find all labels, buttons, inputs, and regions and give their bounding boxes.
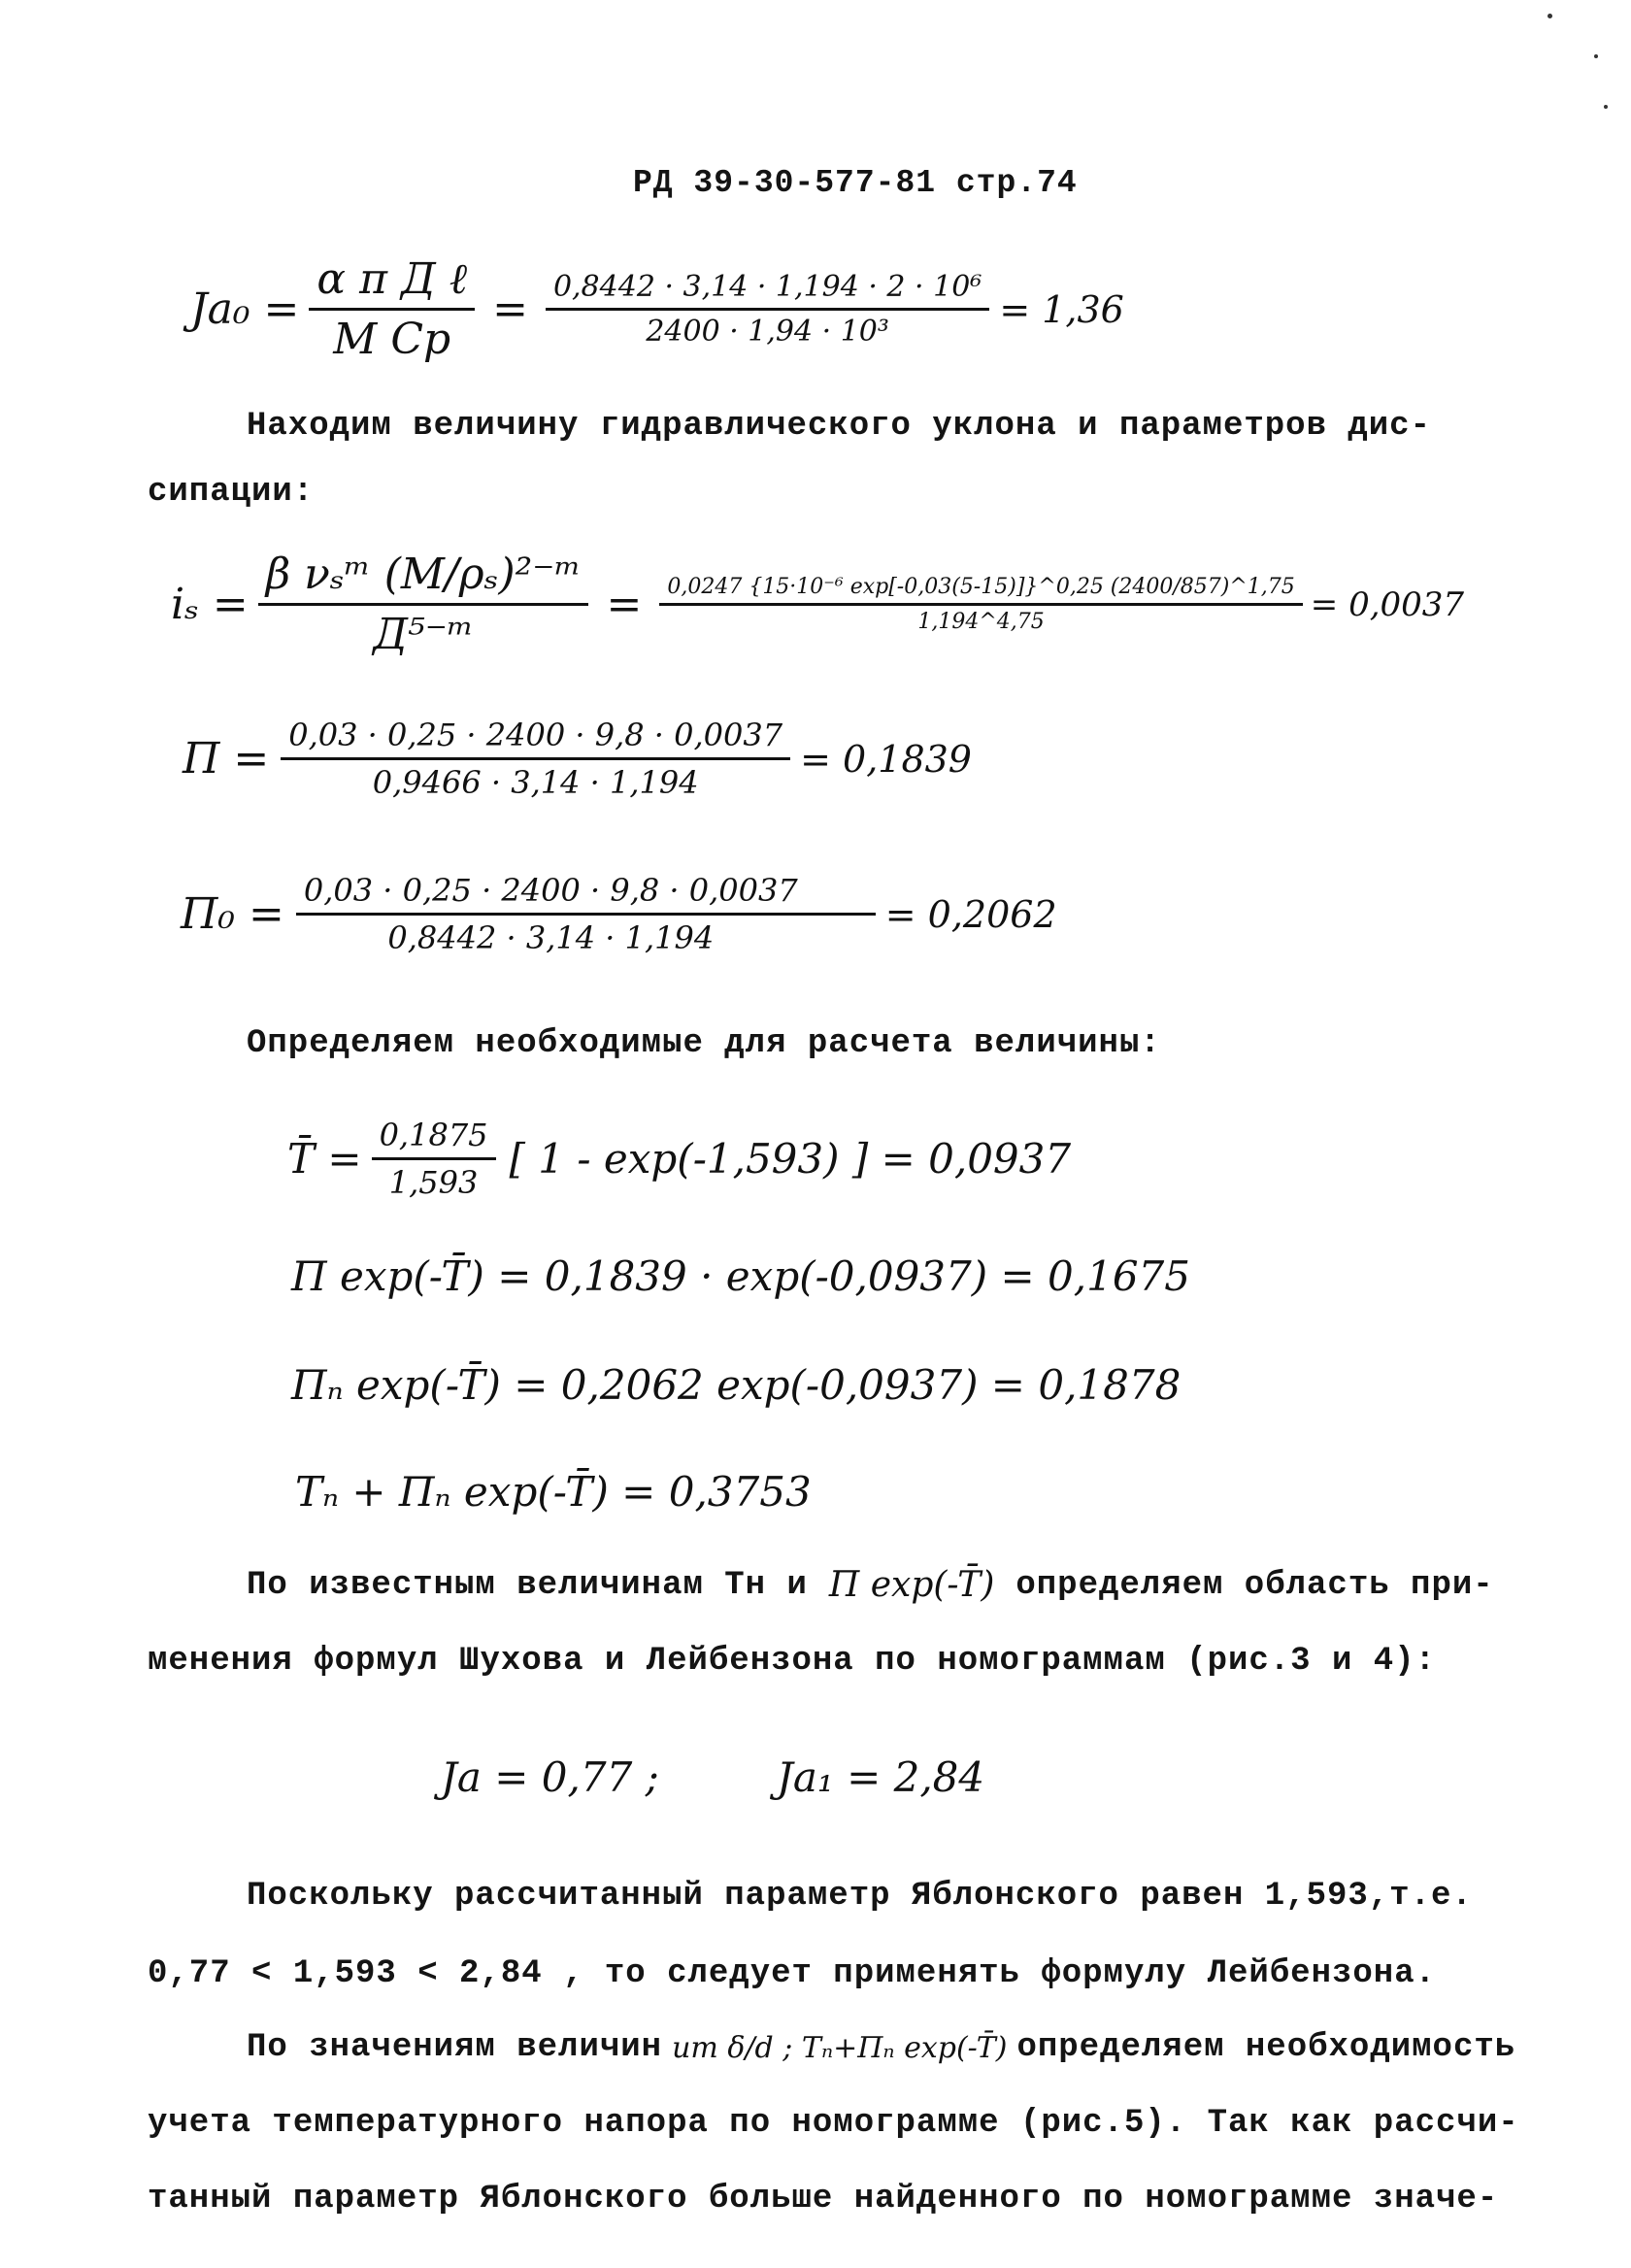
- formula-t-expression: [ 1 - exp(-1,593) ] = 0,0937: [509, 1135, 1072, 1183]
- formula-p-lhs: П =: [183, 734, 270, 784]
- formula-p-denominator: 0,9466 · 3,14 · 1,194: [372, 764, 699, 801]
- paragraph-1-line-1: Находим величину гидравлического уклона и параметров дис-: [247, 408, 1431, 445]
- paragraph-1-line-2: сипации:: [148, 474, 315, 511]
- paragraph-4-line-1: Поскольку рассчитанный параметр Яблонского равен 1,593,т.е.: [247, 1878, 1473, 1915]
- formula-ja0-numerator-numeric: 0,8442 · 3,14 · 1,194 · 2 · 10⁶: [546, 270, 989, 311]
- formula-p0-numerator: 0,03 · 0,25 · 2400 · 9,8 · 0,0037: [296, 872, 876, 916]
- paragraph-3-line-1-c: определяем область при-: [1015, 1566, 1494, 1604]
- paragraph-3-line-1-a: По известным величинам Тн и: [247, 1566, 808, 1604]
- formula-t: [287, 1117, 1071, 1201]
- paragraph-5-line-1: [247, 2029, 1515, 2066]
- formula-ja0-fraction: [309, 254, 475, 364]
- formula-is-numerator-numeric: 0,0247 {15·10⁻⁶ exp[-0,03(5-15)]}^0,25 (2400/857)^1,75: [659, 575, 1302, 606]
- formula-is-equals: =: [606, 580, 643, 629]
- formula-ja0-denominator: M Cp: [333, 315, 451, 364]
- formula-ja0-lhs: Ja₀ =: [190, 284, 300, 334]
- paragraph-3-line-1: [247, 1565, 1494, 1605]
- formula-p0-result: = 0,2062: [884, 892, 1057, 936]
- formula-ja0-numerator: α π Д ℓ: [309, 254, 475, 311]
- formula-exp-1: П exp(-T̄) = 0,1839 · exp(-0,0937) = 0,1675: [291, 1252, 1190, 1300]
- formula-p-numerator: 0,03 · 0,25 · 2400 · 9,8 · 0,0037: [281, 717, 790, 760]
- paragraph-3-line-2: менения формул Шухова и Лейбензона по номограммам (рис.3 и 4):: [148, 1643, 1437, 1680]
- formula-t-lhs: T̄ =: [287, 1135, 362, 1183]
- formula-p0-fraction: [296, 872, 876, 956]
- formula-exp-2: Пₙ exp(-T̄) = 0,2062 exp(-0,0937) = 0,1878: [291, 1361, 1182, 1409]
- scan-speck: [1594, 54, 1598, 58]
- page-header: РД 39-30-577-81 стр.74: [633, 165, 1078, 201]
- formula-p: [183, 717, 972, 801]
- formula-p0-lhs: П₀ =: [181, 889, 284, 939]
- value-ja1: Ja₁ = 2,84: [777, 1753, 985, 1801]
- formula-is-lhs: iₛ =: [171, 580, 249, 629]
- formula-ja0-denominator-numeric: 2400 · 1,94 · 10³: [646, 315, 889, 349]
- formula-p0: [181, 872, 1057, 956]
- scan-speck: [1604, 105, 1608, 109]
- formula-is-numerator: β νₛᵐ (M/ρₛ)²⁻ᵐ: [258, 550, 589, 606]
- formula-p-result: = 0,1839: [800, 737, 972, 781]
- paragraph-5-line-1-a: По значениям величин: [247, 2029, 663, 2066]
- paragraph-4-line-2: 0,77 < 1,593 < 2,84 , то следует применять формулу Лейбензона.: [148, 1955, 1437, 1992]
- formula-is-denominator-numeric: 1,194^4,75: [917, 610, 1045, 634]
- formula-exp-3: Tₙ + Пₙ exp(-T̄) = 0,3753: [295, 1468, 812, 1516]
- formula-t-denominator: 1,593: [388, 1164, 479, 1201]
- formula-p-fraction: [281, 717, 790, 801]
- paragraph-3-inline-formula: П exp(-T̄): [828, 1565, 995, 1605]
- formula-p0-denominator: 0,8442 · 3,14 · 1,194: [387, 919, 715, 956]
- scan-speck: [1548, 14, 1552, 18]
- formula-is: [171, 550, 1464, 659]
- formula-is-denominator: Д⁵⁻ᵐ: [373, 610, 474, 659]
- formula-is-fraction: [258, 550, 589, 659]
- value-ja: Ja = 0,77 ;: [441, 1753, 659, 1801]
- formula-ja0: [190, 254, 1124, 364]
- paragraph-5-line-3: танный параметр Яблонского больше найденного по номограмме значе-: [148, 2181, 1499, 2218]
- formula-t-numerator: 0,1875: [372, 1117, 496, 1160]
- formula-ja0-result: = 1,36: [999, 287, 1124, 331]
- formula-t-fraction: [372, 1117, 496, 1201]
- formula-ja0-equals: =: [492, 284, 528, 334]
- paragraph-5-line-2: учета температурного напора по номограмме (рис.5). Так как рассчи-: [148, 2105, 1519, 2142]
- paragraph-5-line-1-c: определяем необходимость: [1016, 2029, 1516, 2066]
- formula-is-result: = 0,0037: [1310, 584, 1465, 624]
- formula-ja0-fraction-numeric: [546, 270, 989, 349]
- paragraph-5-inline-formula: um δ/d ; Tₙ+Пₙ exp(-T̄): [672, 2030, 1008, 2065]
- formula-is-fraction-numeric: [659, 575, 1302, 634]
- paragraph-2-line-1: Определяем необходимые для расчета величины:: [247, 1025, 1161, 1062]
